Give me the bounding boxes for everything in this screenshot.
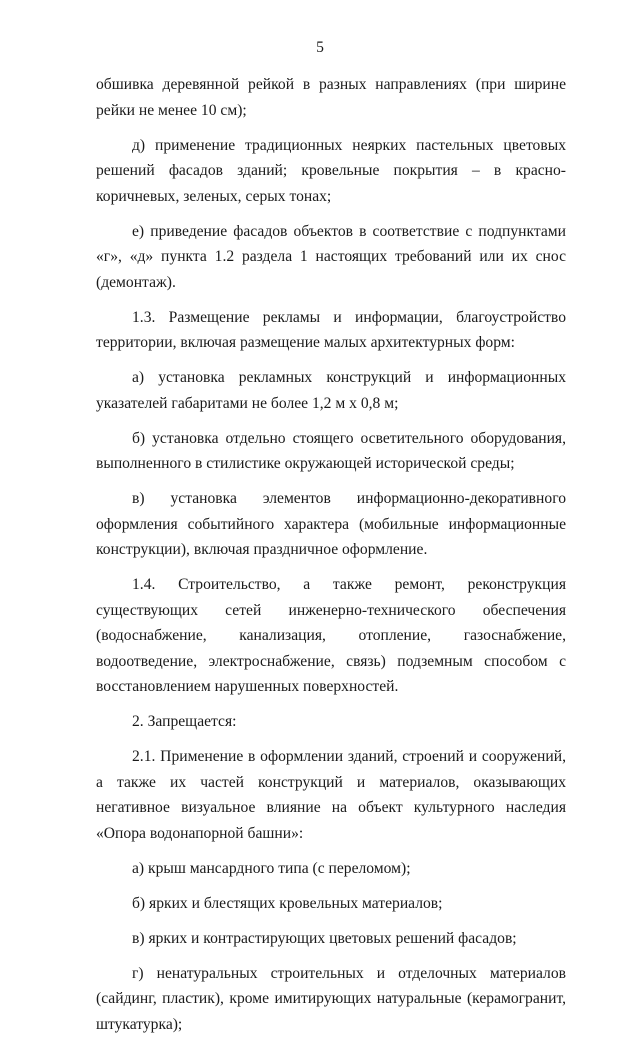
- paragraph-section-1-4: 1.4. Строительство, а также ремонт, реконструкция существующих сетей инженерно-технического обеспечения (водоснабжение, канализация, отопление, газоснабжение, водоотведение, электроснабжение, связь) подземным способом с восстановлением нарушенных поверхностей.: [96, 572, 566, 700]
- paragraph-item-b-lighting: б) установка отдельно стоящего осветительного оборудования, выполненного в стилистике окружающей исторической среды;: [96, 426, 566, 477]
- paragraph-item-g-materials: г) ненатуральных строительных и отделочных материалов (сайдинг, пластик), кроме имитирующих натуральные (керамогранит, штукатурка);: [96, 961, 566, 1037]
- paragraph-item-a-roofs: а) крыш мансардного типа (с переломом);: [96, 856, 566, 882]
- paragraph-item-e-facades: е) приведение фасадов объектов в соответствие с подпунктами «г», «д» пункта 1.2 раздела 1 настоящих требований или их снос (демонтаж).: [96, 219, 566, 296]
- paragraph-item-d-colors: д) применение традиционных неярких пастельных цветовых решений фасадов зданий; кровельные покрытия – в красно-коричневых, зеленых, серых тонах;: [96, 133, 566, 210]
- paragraph-item-b-roofing: б) ярких и блестящих кровельных материалов;: [96, 891, 566, 917]
- paragraph-section-2: 2. Запрещается:: [96, 709, 566, 735]
- paragraph-item-v-decor: в) установка элементов информационно-декоративного оформления событийного характера (мобильные информационные конструкции), включая праздничное оформление.: [96, 486, 566, 563]
- paragraph-section-2-1: 2.1. Применение в оформлении зданий, строений и сооружений, а также их частей конструкций и материалов, оказывающих негативное визуальное влияние на объект культурного наследия «Опора водонапорной башни»:: [96, 744, 566, 846]
- paragraph-item-v-colors: в) ярких и контрастирующих цветовых решений фасадов;: [96, 926, 566, 952]
- document-body: [96, 72, 566, 1037]
- paragraph-item-a-advertising: а) установка рекламных конструкций и информационных указателей габаритами не более 1,2 м х 0,8 м;: [96, 365, 566, 416]
- paragraph-cladding-continuation: обшивка деревянной рейкой в разных направлениях (при ширине рейки не менее 10 см);: [96, 72, 566, 123]
- page-number: 5: [0, 38, 640, 58]
- paragraph-section-1-3: 1.3. Размещение рекламы и информации, благоустройство территории, включая размещение малых архитектурных форм:: [96, 305, 566, 356]
